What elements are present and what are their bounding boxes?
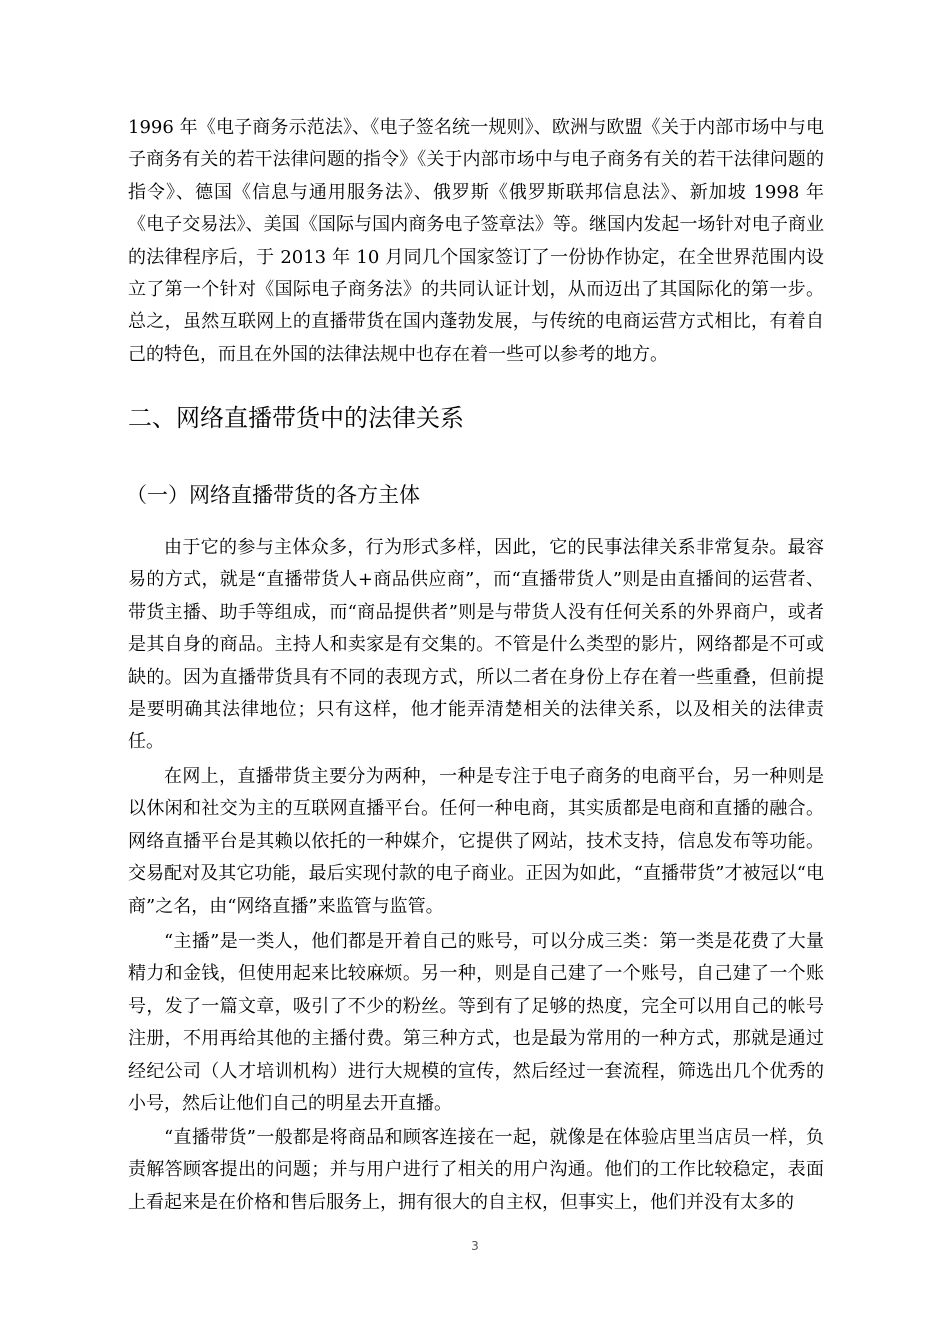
section-heading: 二、网络直播带货中的法律关系 xyxy=(128,404,464,432)
body-paragraph-2: 在网上，直播带货主要分为两种，一种是专注于电子商务的电商平台，另一种则是以休闲和社交为主的互联网直播平台。任何一种电商，其实质都是电商和直播的融合。网络直播平台是其赖以依托的一种媒介，它提供了网站，技术支持，信息发布等功能。交易配对及其它功能，最后实现付款的电子商业。正因为如此，“直播带货”才被冠以“电商”之名，由“网络直播”来监管与监管。 xyxy=(128,766,824,917)
body-paragraph-1: 由于它的参与主体众多，行为形式多样，因此，它的民事法律关系非常复杂。最容易的方式，就是“直播带货人+商品供应商”，而“直播带货人”则是由直播间的运营者、带货主播、助手等组成，而“商品提供者”则是与带货人没有任何关系的外界商户，或者是其自身的商品。主持人和卖家是有交集的。不管是什么类型的影片，网络都是不可或缺的。因为直播带货具有不同的表现方式，所以二者在身份上存在着一些重叠，但前提是要明确其法律地位；只有这样，他才能弄清楚相关的法律关系，以及相关的法律责任。 xyxy=(128,537,824,753)
intro-paragraph: 1996 年《电子商务示范法》、《电子签名统一规则》、欧洲与欧盟《关于内部市场中与电子商务有关的若干法律问题的指令》《关于内部市场中与电子商务有关的若干法律问题的指令》、德国《信息与通用服务法》、俄罗斯《俄罗斯联邦信息法》、新加坡 1998 年《电子交易法》、美国《国际与国内商务电子签章法》等。继国内发起一场针对电子商业的法律程序后，于 2013 年 10 月同几个国家签订了一份协作协定，在全世界范围内设立了第一个针对《国际电子商务法》的共同认证计划，从而迈出了其国际化的第一步。总之，虽然互联网上的直播带货在国内蓬勃发展，与传统的电商运营方式相比，有着自己的特色，而且在外国的法律法规中也存在着一些可以参考的地方。 xyxy=(128,117,824,365)
body-paragraph-3: “主播”是一类人，他们都是开着自己的账号，可以分成三类：第一类是花费了大量精力和金钱，但使用起来比较麻烦。另一种，则是自己建了一个账号，自己建了一个账号，发了一篇文章，吸引了不少的粉丝。等到有了足够的热度，完全可以用自己的帐号注册，不用再给其他的主播付费。第三种方式，也是最为常用的一种方式，那就是通过经纪公司（人才培训机构）进行大规模的宣传，然后经过一套流程，筛选出几个优秀的小号，然后让他们自己的明星去开直播。 xyxy=(128,931,824,1115)
body-paragraph-4: “直播带货”一般都是将商品和顾客连接在一起，就像是在体验店里当店员一样，负责解答顾客提出的问题；并与用户进行了相关的用户沟通。他们的工作比较稳定，表面上看起来是在价格和售后服务上，拥有很大的自主权，但事实上，他们并没有太多的 xyxy=(128,1127,824,1213)
page-number: 3 xyxy=(471,1239,479,1253)
subsection-heading: （一）网络直播带货的各方主体 xyxy=(126,483,420,507)
